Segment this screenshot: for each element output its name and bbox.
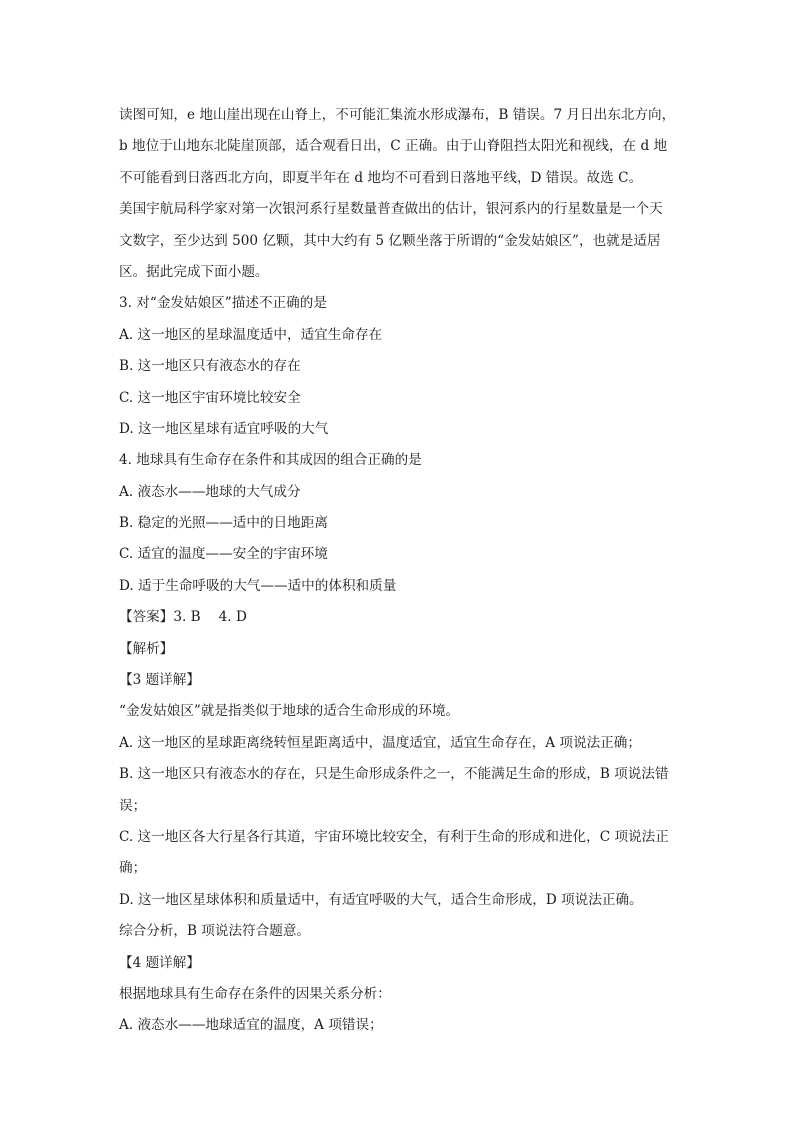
detail-4-line: A. 液态水——地球适宜的温度，A 项错误； bbox=[119, 1017, 383, 1034]
passage-line: 文数字，至少达到 500 亿颗，其中大约有 5 亿颗坐落于所谓的“金发姑娘区”，也就是适居 bbox=[119, 232, 661, 249]
answer-line bbox=[119, 602, 685, 633]
detail-4-line: 根据地球具有生命存在条件的因果关系分析： bbox=[119, 985, 391, 1002]
detail-3-label: 【3 题详解】 bbox=[119, 672, 200, 689]
document-body bbox=[119, 100, 685, 1042]
text-line: 读图可知，e 地山崖出现在山脊上，不可能汇集流水形成瀑布，B 错误。7 月日出东北方向， bbox=[119, 107, 676, 123]
text-line: b 地位于山地东北陡崖顶部，适合观看日出，C 正确。由于山脊阻挡太阳光和视线，在 d 地 bbox=[119, 138, 668, 155]
detail-3-line: 误； bbox=[119, 797, 147, 814]
answer-3: 3. B bbox=[173, 609, 201, 626]
answer-label: 【答案】 bbox=[119, 609, 174, 626]
detail-3-line: 确； bbox=[119, 860, 147, 877]
text-line: 不可能看到日落西北方向，即夏半年在 d 地均不可看到日落地平线，D 错误。故选 C。 bbox=[119, 169, 643, 186]
question-4: 4. 地球具有生命存在条件和其成因的组合正确的是 bbox=[119, 452, 422, 469]
option-3d: D. 这一地区星球有适宜呼吸的大气 bbox=[119, 420, 329, 437]
option-4b: B. 稳定的光照——适中的日地距离 bbox=[119, 515, 328, 532]
passage-line: 区。据此完成下面小题。 bbox=[119, 263, 269, 280]
option-4d: D. 适于生命呼吸的大气——适中的体积和质量 bbox=[119, 577, 397, 594]
question-3: 3. 对“金发姑娘区”描述不正确的是 bbox=[119, 295, 327, 312]
detail-3-line: D. 这一地区星球体积和质量适中，有适宜呼吸的大气，适合生命形成，D 项说法正确。 bbox=[119, 891, 643, 908]
passage-line: 美国宇航局科学家对第一次银河系行星数量普查做出的估计，银河系内的行星数量是一个天 bbox=[119, 201, 663, 218]
detail-3-line: B. 这一地区只有液态水的存在，只是生命形成条件之一，不能满足生命的形成，B 项说法错 bbox=[119, 766, 669, 783]
answer-4: 4. D bbox=[218, 609, 247, 626]
option-4c: C. 适宜的温度——安全的宇宙环境 bbox=[119, 546, 328, 563]
detail-3-line: A. 这一地区的星球距离绕转恒星距离适中，温度适宜，适宜生命存在，A 项说法正确； bbox=[119, 734, 641, 751]
detail-4-label: 【4 题详解】 bbox=[119, 954, 200, 971]
option-3a: A. 这一地区的星球温度适中，适宜生命存在 bbox=[119, 326, 383, 343]
analysis-label: 【解析】 bbox=[119, 640, 174, 657]
option-3c: C. 这一地区宇宙环境比较安全 bbox=[119, 389, 301, 406]
detail-3-line: 综合分析，B 项说法符合题意。 bbox=[119, 923, 311, 940]
option-4a: A. 液态水——地球的大气成分 bbox=[119, 483, 301, 500]
option-3b: B. 这一地区只有液态水的存在 bbox=[119, 358, 301, 375]
detail-3-line: C. 这一地区各大行星各行其道，宇宙环境比较安全，有利于生命的形成和进化，C 项说法正 bbox=[119, 828, 669, 845]
detail-3-line: “金发姑娘区”就是指类似于地球的适合生命形成的环境。 bbox=[119, 703, 460, 720]
